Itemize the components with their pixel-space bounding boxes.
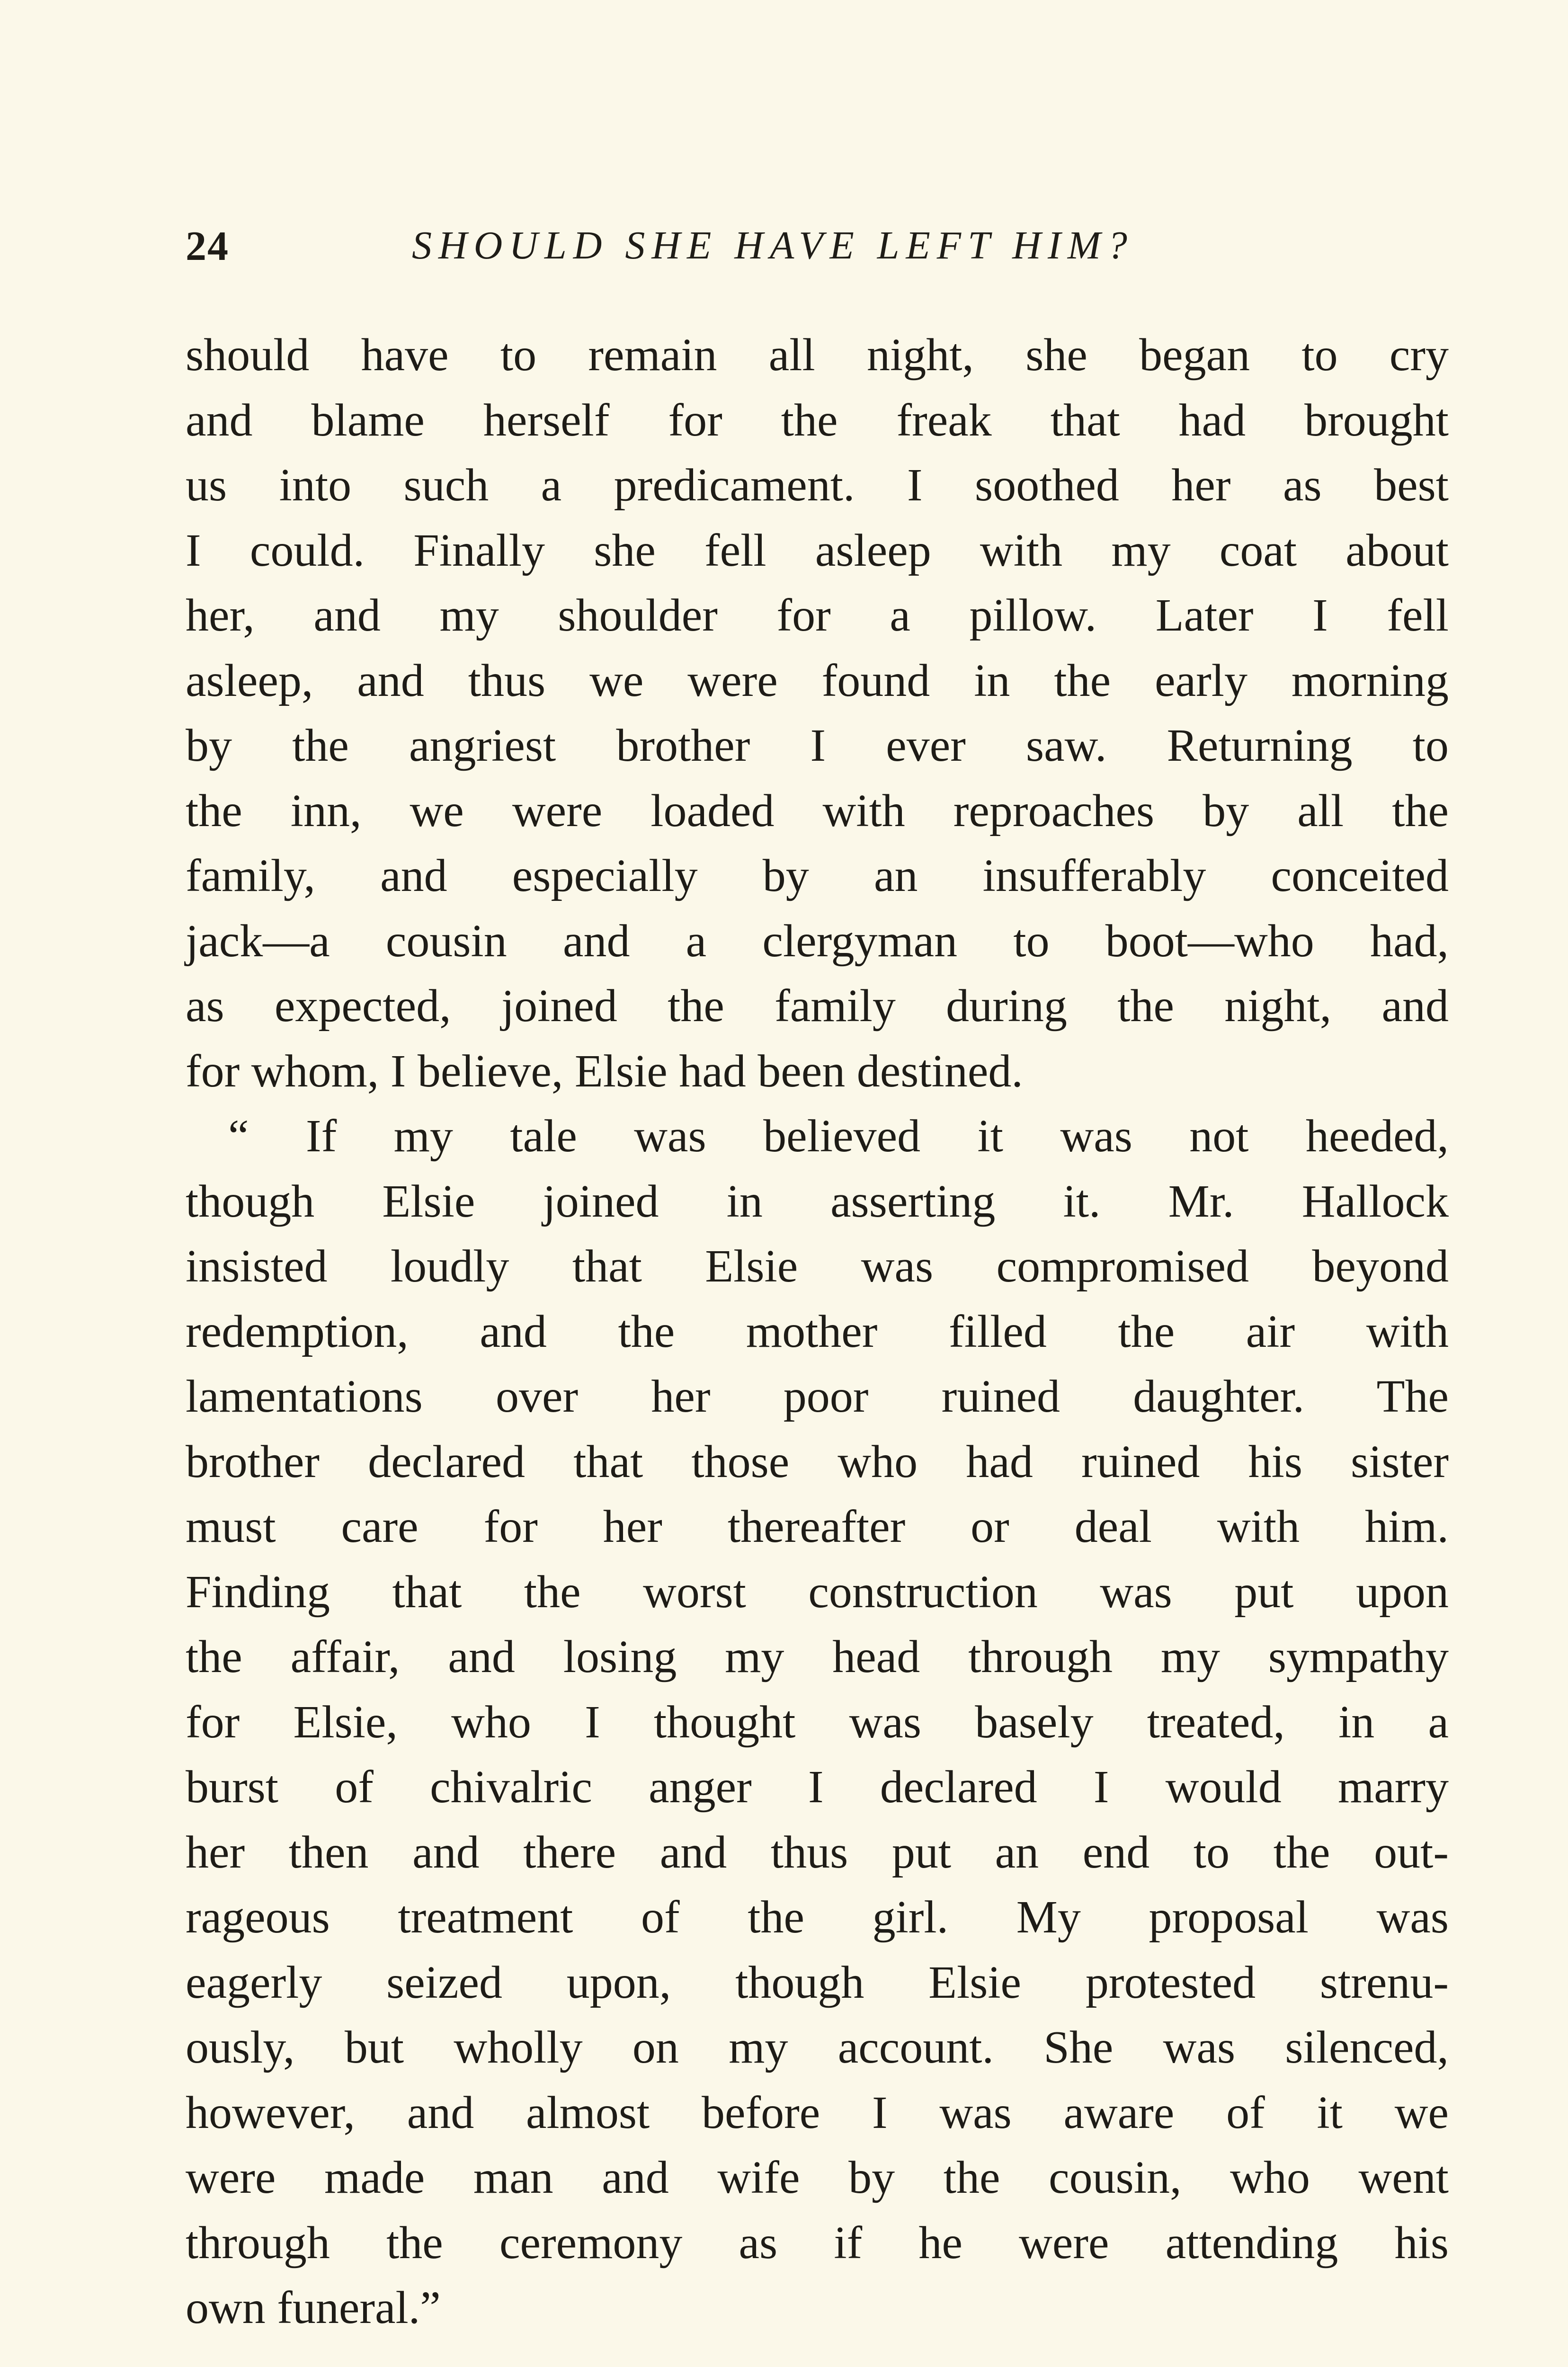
text-line: jack—a cousin and a clergyman to boot—who had, (186, 915, 1449, 967)
body-text (186, 323, 1449, 2341)
text-line: by the angriest brother I ever saw. Returning to (186, 720, 1449, 771)
text-line: as expected, joined the family during the night, and (186, 980, 1449, 1032)
text-line: her then and there and thus put an end to the out- (186, 1826, 1449, 1878)
text-line: lamentations over her poor ruined daughter. The (186, 1371, 1449, 1422)
page-number: 24 (186, 223, 229, 269)
text-line: though Elsie joined in asserting it. Mr. Hallock (186, 1175, 1449, 1227)
paragraph-end-line: own funeral.” (186, 2282, 441, 2333)
text-line: Finding that the worst construction was put upon (186, 1566, 1449, 1618)
text-line: eagerly seized upon, though Elsie protested strenu- (186, 1957, 1449, 2008)
text-line: were made man and wife by the cousin, who went (186, 2152, 1449, 2203)
text-line: should have to remain all night, she began to cry (186, 329, 1449, 381)
text-line: the affair, and losing my head through my sympathy (186, 1631, 1449, 1682)
paragraph-end-line: for whom, I believe, Elsie had been destined. (186, 1045, 1023, 1097)
text-line: the inn, we were loaded with reproaches by all the (186, 785, 1449, 836)
text-line: her, and my shoulder for a pillow. Later I fell (186, 590, 1449, 641)
text-line: asleep, and thus we were found in the early morning (186, 655, 1449, 706)
text-line: brother declared that those who had ruined his sister (186, 1436, 1449, 1487)
text-line: family, and especially by an insufferably conceited (186, 850, 1449, 901)
text-line: ously, but wholly on my account. She was silenced, (186, 2022, 1449, 2073)
running-head (186, 222, 1445, 279)
text-line: burst of chivalric anger I declared I would marry (186, 1762, 1449, 1813)
paragraph-start-line: “ If my tale was believed it was not heeded, (228, 1111, 1449, 1162)
text-line: us into such a predicament. I soothed her as best (186, 460, 1449, 511)
text-line: for Elsie, who I thought was basely treated, in a (186, 1696, 1449, 1748)
text-line: and blame herself for the freak that had brought (186, 394, 1449, 446)
running-title: SHOULD SHE HAVE LEFT HIM? (412, 223, 1134, 267)
text-line: I could. Finally she fell asleep with my coat about (186, 525, 1449, 576)
text-line: must care for her thereafter or deal with him. (186, 1501, 1449, 1552)
text-line: through the ceremony as if he were attending his (186, 2217, 1449, 2269)
text-line: rageous treatment of the girl. My proposal was (186, 1892, 1449, 1943)
text-line: insisted loudly that Elsie was compromised beyond (186, 1241, 1449, 1292)
text-line: redemption, and the mother filled the air with (186, 1306, 1449, 1357)
text-line: however, and almost before I was aware of it we (186, 2087, 1449, 2138)
